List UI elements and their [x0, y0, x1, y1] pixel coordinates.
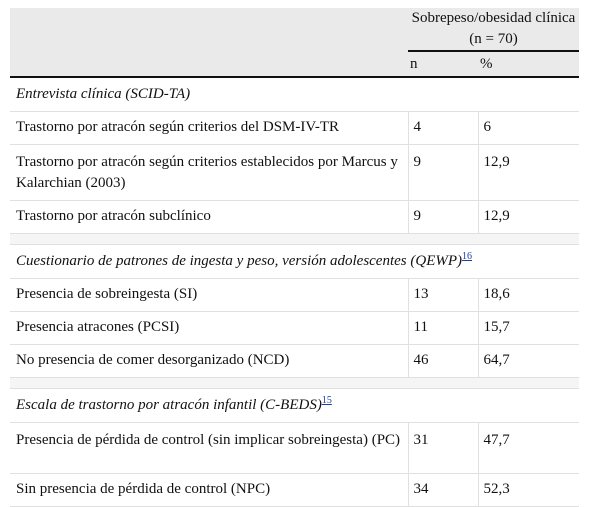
column-header-n: n	[408, 51, 478, 77]
section-spacer	[10, 234, 579, 245]
reference-link[interactable]: 16	[462, 251, 473, 262]
row-label: Presencia de pérdida de control (sin implicar sobreingesta) (PC)	[10, 423, 408, 474]
row-label: No presencia de comer desorganizado (NCD)	[10, 345, 408, 378]
table-row	[10, 423, 579, 474]
table-row	[10, 345, 579, 378]
row-percent-value: 52,3	[478, 474, 579, 507]
section-spacer	[10, 378, 579, 389]
section-title: Entrevista clínica (SCID-TA)	[16, 86, 191, 102]
results-table	[10, 8, 579, 507]
header-empty-cell	[10, 8, 408, 51]
row-percent-value: 6	[478, 112, 579, 145]
row-n-value: 13	[408, 279, 478, 312]
row-n-value: 11	[408, 312, 478, 345]
section-title: Escala de trastorno por atracón infantil (C-BEDS)	[16, 397, 322, 413]
section-header	[10, 245, 579, 279]
table-row	[10, 145, 579, 201]
row-percent-value: 47,7	[478, 423, 579, 474]
header-row	[10, 8, 579, 51]
row-label: Trastorno por atracón según criterios establecidos por Marcus y Kalarchian (2003)	[10, 145, 408, 201]
row-percent-value: 15,7	[478, 312, 579, 345]
row-n-value: 31	[408, 423, 478, 474]
row-label: Presencia atracones (PCSI)	[10, 312, 408, 345]
row-n-value: 4	[408, 112, 478, 145]
row-percent-value: 64,7	[478, 345, 579, 378]
table-row	[10, 312, 579, 345]
reference-link[interactable]: 15	[321, 395, 332, 406]
row-label: Trastorno por atracón según criterios del DSM-IV-TR	[10, 112, 408, 145]
column-header-percent: %	[478, 51, 579, 77]
row-percent-value: 12,9	[478, 201, 579, 234]
table-row	[10, 474, 579, 507]
row-n-value: 46	[408, 345, 478, 378]
row-label: Presencia de sobreingesta (SI)	[10, 279, 408, 312]
section-header	[10, 77, 579, 112]
subheader-row	[10, 51, 579, 77]
table-row	[10, 112, 579, 145]
row-n-value: 9	[408, 201, 478, 234]
header-group-label: Sobrepeso/obesidad clínica (n = 70)	[408, 8, 579, 51]
row-percent-value: 12,9	[478, 145, 579, 201]
table-row	[10, 279, 579, 312]
row-percent-value: 18,6	[478, 279, 579, 312]
row-n-value: 34	[408, 474, 478, 507]
row-n-value: 9	[408, 145, 478, 201]
table-row	[10, 201, 579, 234]
section-header	[10, 389, 579, 423]
row-label: Sin presencia de pérdida de control (NPC)	[10, 474, 408, 507]
section-title: Cuestionario de patrones de ingesta y peso, versión adolescentes (QEWP)	[16, 253, 463, 269]
row-label: Trastorno por atracón subclínico	[10, 201, 408, 234]
subheader-empty-cell	[10, 51, 408, 77]
